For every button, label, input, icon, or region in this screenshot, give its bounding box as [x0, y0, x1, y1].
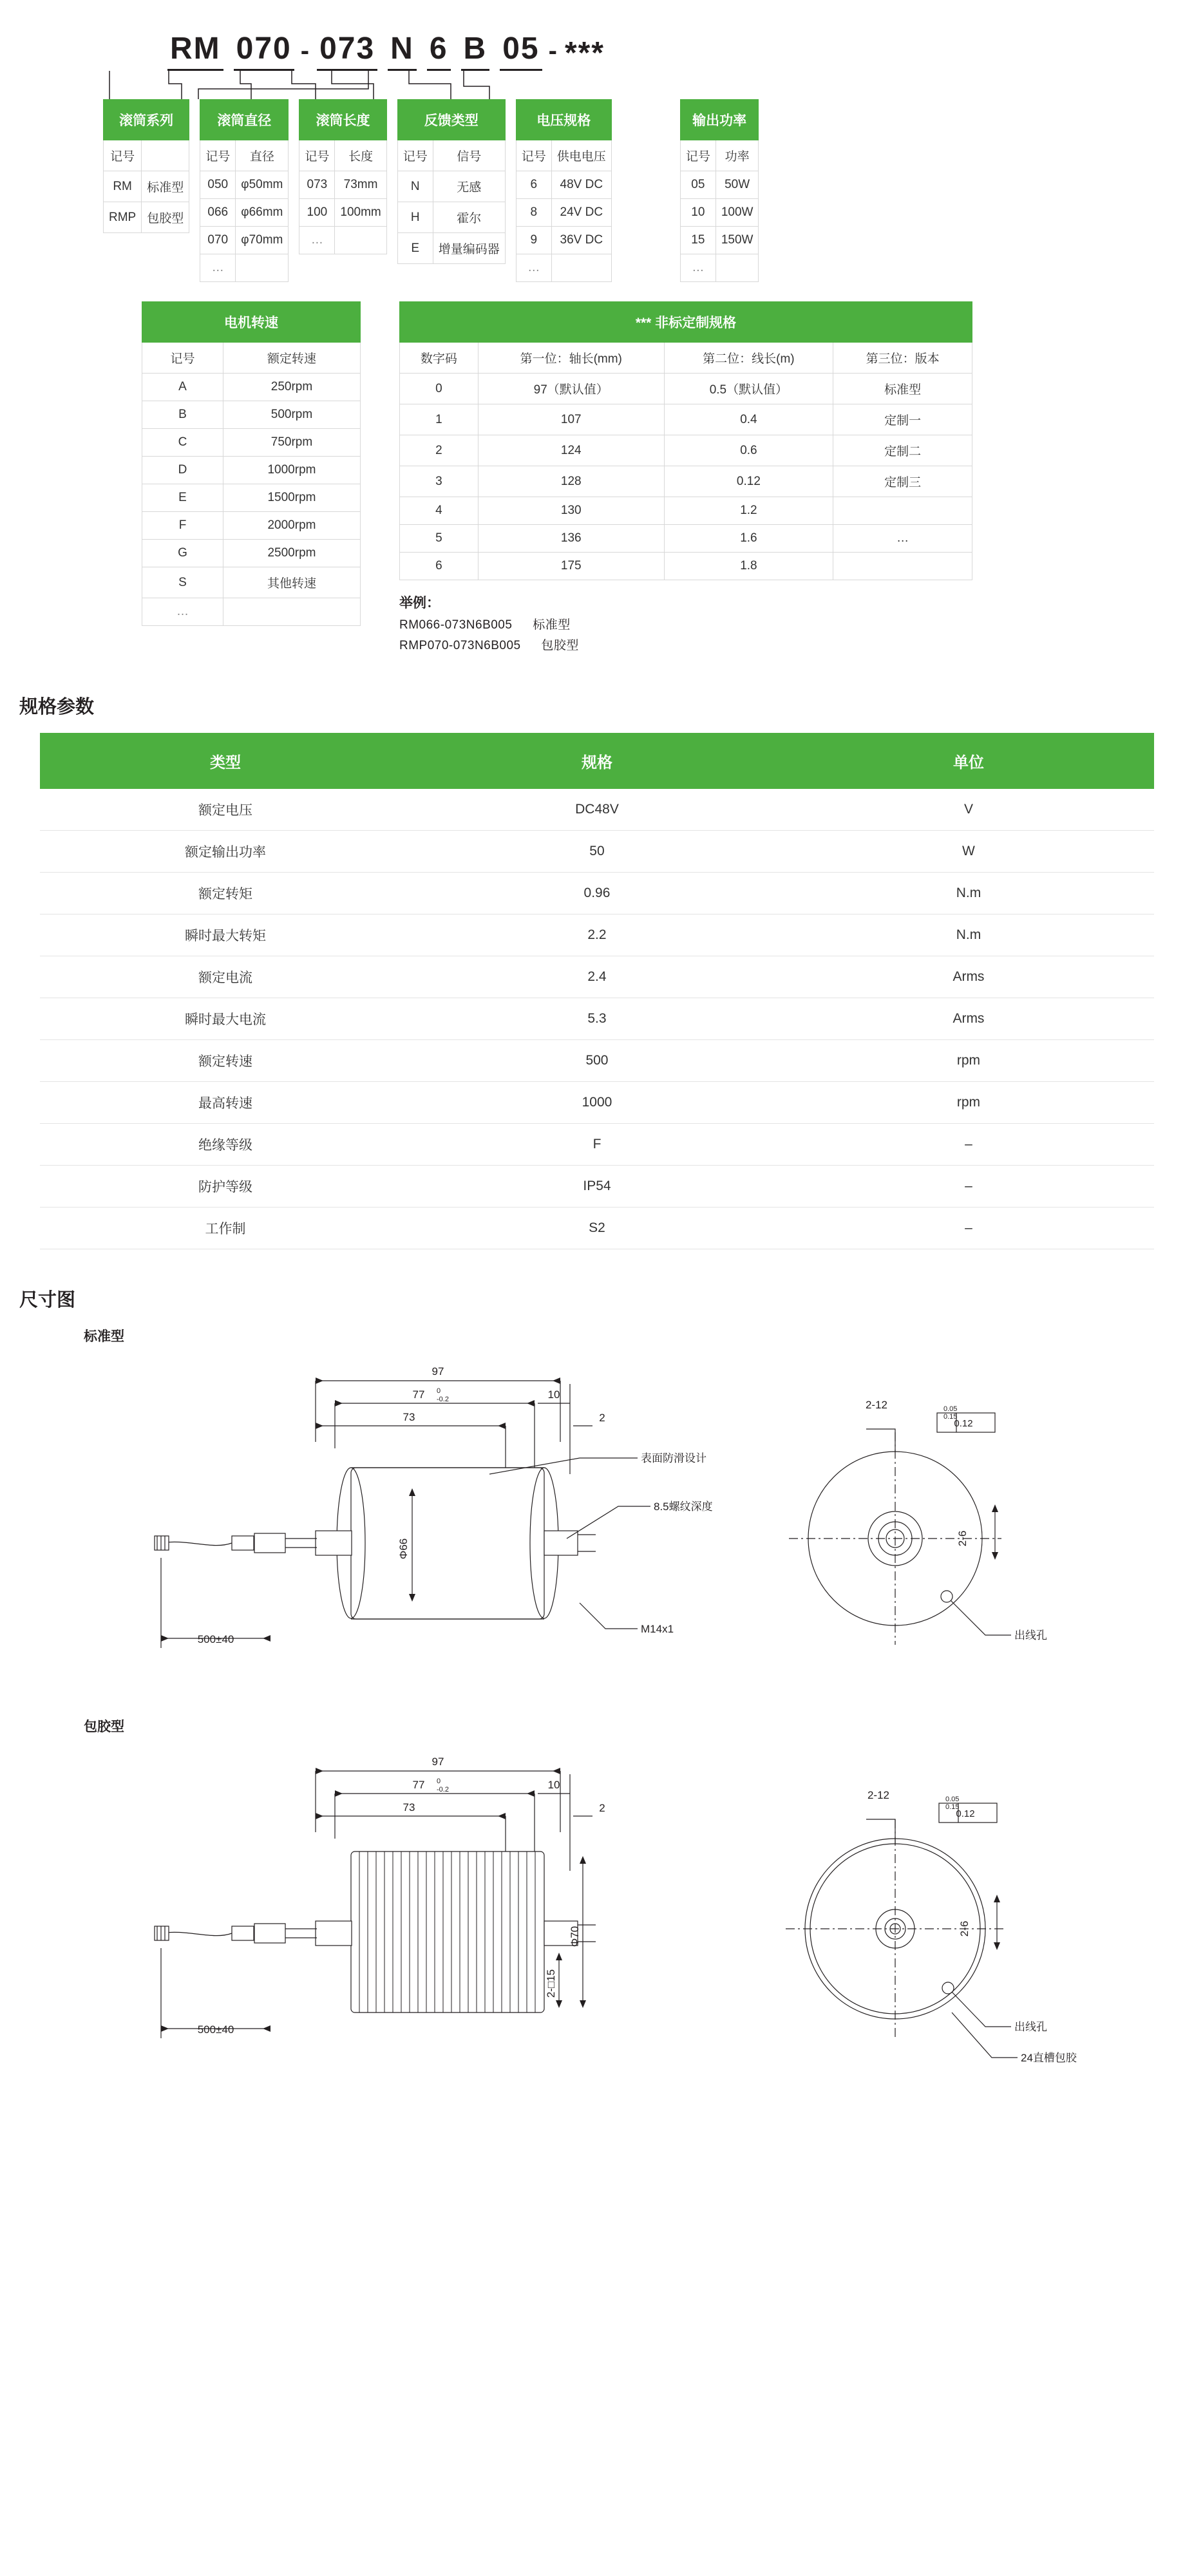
dim-2-standard: 2 — [599, 1412, 605, 1425]
hole-note-rubber: 2-12 — [867, 1789, 889, 1802]
dim-97-standard: 97 — [431, 1365, 444, 1378]
code-text-length: 073 — [317, 31, 377, 71]
table-row: S 其他转速 — [142, 567, 361, 598]
table-feedback-title: 反馈类型 — [397, 100, 505, 140]
table-power-title: 输出功率 — [680, 100, 759, 140]
table-row: 3 128 0.12 定制三 — [400, 466, 972, 497]
table-row: N 无感 — [397, 171, 505, 202]
code-segment-custom — [565, 35, 605, 71]
table-speed-title: 电机转速 — [142, 302, 361, 343]
code-dash-2: - — [548, 37, 558, 65]
table-row: 额定电压 DC48V V — [40, 789, 1154, 831]
dim-97-rubber: 97 — [431, 1756, 444, 1768]
table-row: 15 150W — [680, 227, 759, 254]
table-row: E 1500rpm — [142, 484, 361, 512]
example-block — [399, 580, 972, 656]
code-text-diameter: 070 — [234, 31, 294, 71]
code-text-feedback: N — [388, 31, 417, 71]
table-row: … — [680, 254, 759, 282]
code-text-custom: *** — [564, 36, 605, 70]
decoder-bottom-tables — [39, 282, 1155, 656]
dim-groove-rubber: 2-□15 — [545, 1969, 557, 1998]
note-surface-standard: 表面防滑设计 — [641, 1452, 706, 1465]
table-row: 2 124 0.6 定制二 — [400, 435, 972, 466]
dim-cable-standard: 500±40 — [197, 1633, 234, 1646]
hole-tol-top-rubber: 0.05 — [945, 1795, 960, 1804]
table-row: RM 标准型 — [104, 171, 189, 202]
table-row: 额定电流 2.4 Arms — [40, 956, 1154, 998]
table-row: 最高转速 1000 rpm — [40, 1082, 1154, 1124]
table-feedback: 反馈类型 记号 信号 N 无感 H 霍尔 E 增量编码器 — [397, 99, 506, 264]
hole-note-standard: 2-12 — [865, 1399, 887, 1412]
code-segment-series — [167, 31, 223, 71]
table-row: 瞬时最大转矩 2.2 N.m — [40, 914, 1154, 956]
code-text-series: RM — [167, 31, 223, 71]
flatness-rubber: 0.12 — [956, 1808, 975, 1820]
code-segment-feedback — [388, 31, 417, 71]
table-row: 瞬时最大电流 5.3 Arms — [40, 998, 1154, 1040]
table-row: 0 97（默认值） 0.5（默认值） 标准型 — [400, 374, 972, 404]
dim-77-tol-bot-standard: -0.2 — [437, 1396, 449, 1404]
dim-73-rubber: 73 — [403, 1801, 415, 1814]
table-row: 5 136 1.6 … — [400, 525, 972, 553]
table-row: F 2000rpm — [142, 512, 361, 540]
table-custom: *** 非标定制规格 数字码 第一位：轴长(mm) 第二位：线长(m) 第三位：版本 0 97（默认值） 0.5（默认值） 标准型 1 107 0.4 定制一 2 124 0.6 定制二 3 128 0.12 定制三 4 130 1.2 5 136 1.6 … 6 175 1.8 — [399, 301, 972, 580]
dim-slot-rubber: 2-6 — [958, 1920, 971, 1937]
dim-77-tol-top-standard: 0 — [437, 1387, 441, 1396]
table-speed: 电机转速 记号 额定转速 A 250rpm B 500rpm C 750rpm D 1000rpm E 1500rpm F 2000rpm G 2500rpm S 其他转速 … — [142, 301, 361, 626]
note-rubber-coat: 24直槽包胶 — [1021, 2052, 1077, 2065]
table-power: 输出功率 记号 功率 05 50W 10 100W 15 150W … — [680, 99, 759, 282]
example-line — [399, 615, 972, 636]
hole-tol-bot-standard: 0.15 — [943, 1413, 958, 1421]
spec-table-header-row — [40, 733, 1154, 789]
table-voltage: 电压规格 记号 供电电压 6 48V DC 8 24V DC 9 36V DC … — [516, 99, 612, 282]
dimension-section-heading: 尺寸图 — [19, 1290, 76, 1311]
code-segment-speed — [461, 31, 490, 71]
table-length: 滚筒长度 记号 长度 073 73mm 100 100mm … — [299, 99, 386, 254]
table-row: 防护等级 IP54 – — [40, 1166, 1154, 1208]
table-row: 050 φ50mm — [200, 171, 289, 199]
example-line — [399, 636, 972, 656]
table-row: 8 24V DC — [516, 199, 611, 227]
flatness-standard: 0.12 — [954, 1418, 973, 1430]
spec-table — [40, 733, 1154, 1249]
table-row: … — [142, 598, 361, 626]
dim-10-standard: 10 — [547, 1388, 560, 1401]
example-code: RM066-073N6B005 — [399, 618, 513, 632]
table-row: 05 50W — [680, 171, 759, 199]
table-voltage-title: 电压规格 — [516, 100, 611, 140]
decoder-top-tables — [39, 99, 1155, 282]
drawing-label-standard: 标准型 — [84, 1329, 124, 1345]
hole-tol-bot-rubber: 0.15 — [945, 1803, 960, 1812]
table-diameter: 滚筒直径 记号 直径 050 φ50mm 066 φ66mm 070 φ70mm … — [200, 99, 289, 282]
table-row: B 500rpm — [142, 401, 361, 429]
table-row: D 1000rpm — [142, 457, 361, 484]
spec-section-heading: 规格参数 — [19, 697, 95, 718]
example-tag: 标准型 — [533, 618, 571, 632]
table-row: 100 100mm — [299, 199, 386, 227]
dim-77-rubber: 77 — [412, 1779, 425, 1792]
part-number-decoder — [0, 0, 1194, 656]
code-segment-power — [500, 31, 542, 71]
decoder-leader-lines — [39, 71, 1155, 99]
table-row: 额定转矩 0.96 N.m — [40, 873, 1154, 914]
table-row: 额定输出功率 50 W — [40, 831, 1154, 873]
table-series: 滚筒系列 记号 RM 标准型 RMP 包胶型 — [103, 99, 189, 233]
table-row: 10 100W — [680, 199, 759, 227]
code-text-voltage: 6 — [427, 31, 451, 71]
spec-table-wrapper — [0, 733, 1194, 1249]
note-m14-standard: M14x1 — [641, 1623, 674, 1636]
table-row: 工作制 S2 – — [40, 1208, 1154, 1249]
table-row: G 2500rpm — [142, 540, 361, 567]
table-row: 6 48V DC — [516, 171, 611, 199]
table-row: A 250rpm — [142, 374, 361, 401]
table-row: 066 φ66mm — [200, 199, 289, 227]
table-row: 073 73mm — [299, 171, 386, 199]
table-row: 绝缘等级 F – — [40, 1124, 1154, 1166]
table-row: 4 130 1.2 — [400, 497, 972, 525]
hole-tol-top-standard: 0.05 — [943, 1405, 958, 1414]
note-exit-rubber: 出线孔 — [1014, 2021, 1047, 2034]
spec-header-value: 规格 — [411, 733, 783, 789]
table-row: C 750rpm — [142, 429, 361, 457]
example-code: RMP070-073N6B005 — [399, 638, 521, 652]
table-custom-title: *** 非标定制规格 — [400, 302, 972, 343]
table-row: … — [299, 227, 386, 254]
example-tag: 包胶型 — [541, 638, 579, 652]
table-row: … — [200, 254, 289, 282]
table-row: 1 107 0.4 定制一 — [400, 404, 972, 435]
table-row: RMP 包胶型 — [104, 202, 189, 233]
code-segment-diameter — [234, 31, 294, 71]
note-thread-standard: 8.5螺纹深度 — [654, 1501, 713, 1513]
table-series-title: 滚筒系列 — [104, 100, 189, 140]
drawing-label-rubber: 包胶型 — [84, 1719, 124, 1735]
code-text-speed: B — [461, 31, 490, 71]
drawing-rubber — [0, 1736, 1194, 2096]
table-row: 6 175 1.8 — [400, 553, 972, 580]
table-row: … — [516, 254, 611, 282]
dim-73-standard: 73 — [403, 1411, 415, 1424]
code-dash-1: - — [300, 37, 311, 65]
dim-diameter-rubber: Φ70 — [569, 1926, 581, 1947]
code-text-power: 05 — [500, 31, 542, 71]
dim-77-tol-top-rubber: 0 — [437, 1777, 441, 1786]
dim-cable-rubber: 500±40 — [197, 2023, 234, 2036]
dim-77-standard: 77 — [412, 1388, 425, 1401]
table-row: H 霍尔 — [397, 202, 505, 233]
dim-10-rubber: 10 — [547, 1779, 560, 1792]
dim-diameter-standard: Φ66 — [397, 1539, 410, 1560]
spec-header-unit: 单位 — [783, 733, 1154, 789]
spec-header-type: 类型 — [40, 733, 411, 789]
table-row: 070 φ70mm — [200, 227, 289, 254]
drawing-standard — [0, 1345, 1194, 1706]
table-row: 额定转速 500 rpm — [40, 1040, 1154, 1082]
part-number-code — [39, 26, 1155, 71]
note-exit-standard: 出线孔 — [1014, 1629, 1047, 1642]
code-segment-voltage — [427, 31, 451, 71]
dim-2-rubber: 2 — [599, 1802, 605, 1815]
table-row: E 增量编码器 — [397, 233, 505, 264]
table-diameter-title: 滚筒直径 — [200, 100, 289, 140]
code-segment-length — [317, 31, 377, 71]
example-title: 举例： — [399, 596, 440, 611]
table-row: 9 36V DC — [516, 227, 611, 254]
dim-77-tol-bot-rubber: -0.2 — [437, 1786, 449, 1794]
table-length-title: 滚筒长度 — [299, 100, 386, 140]
dim-slot-standard: 2-6 — [956, 1530, 969, 1547]
